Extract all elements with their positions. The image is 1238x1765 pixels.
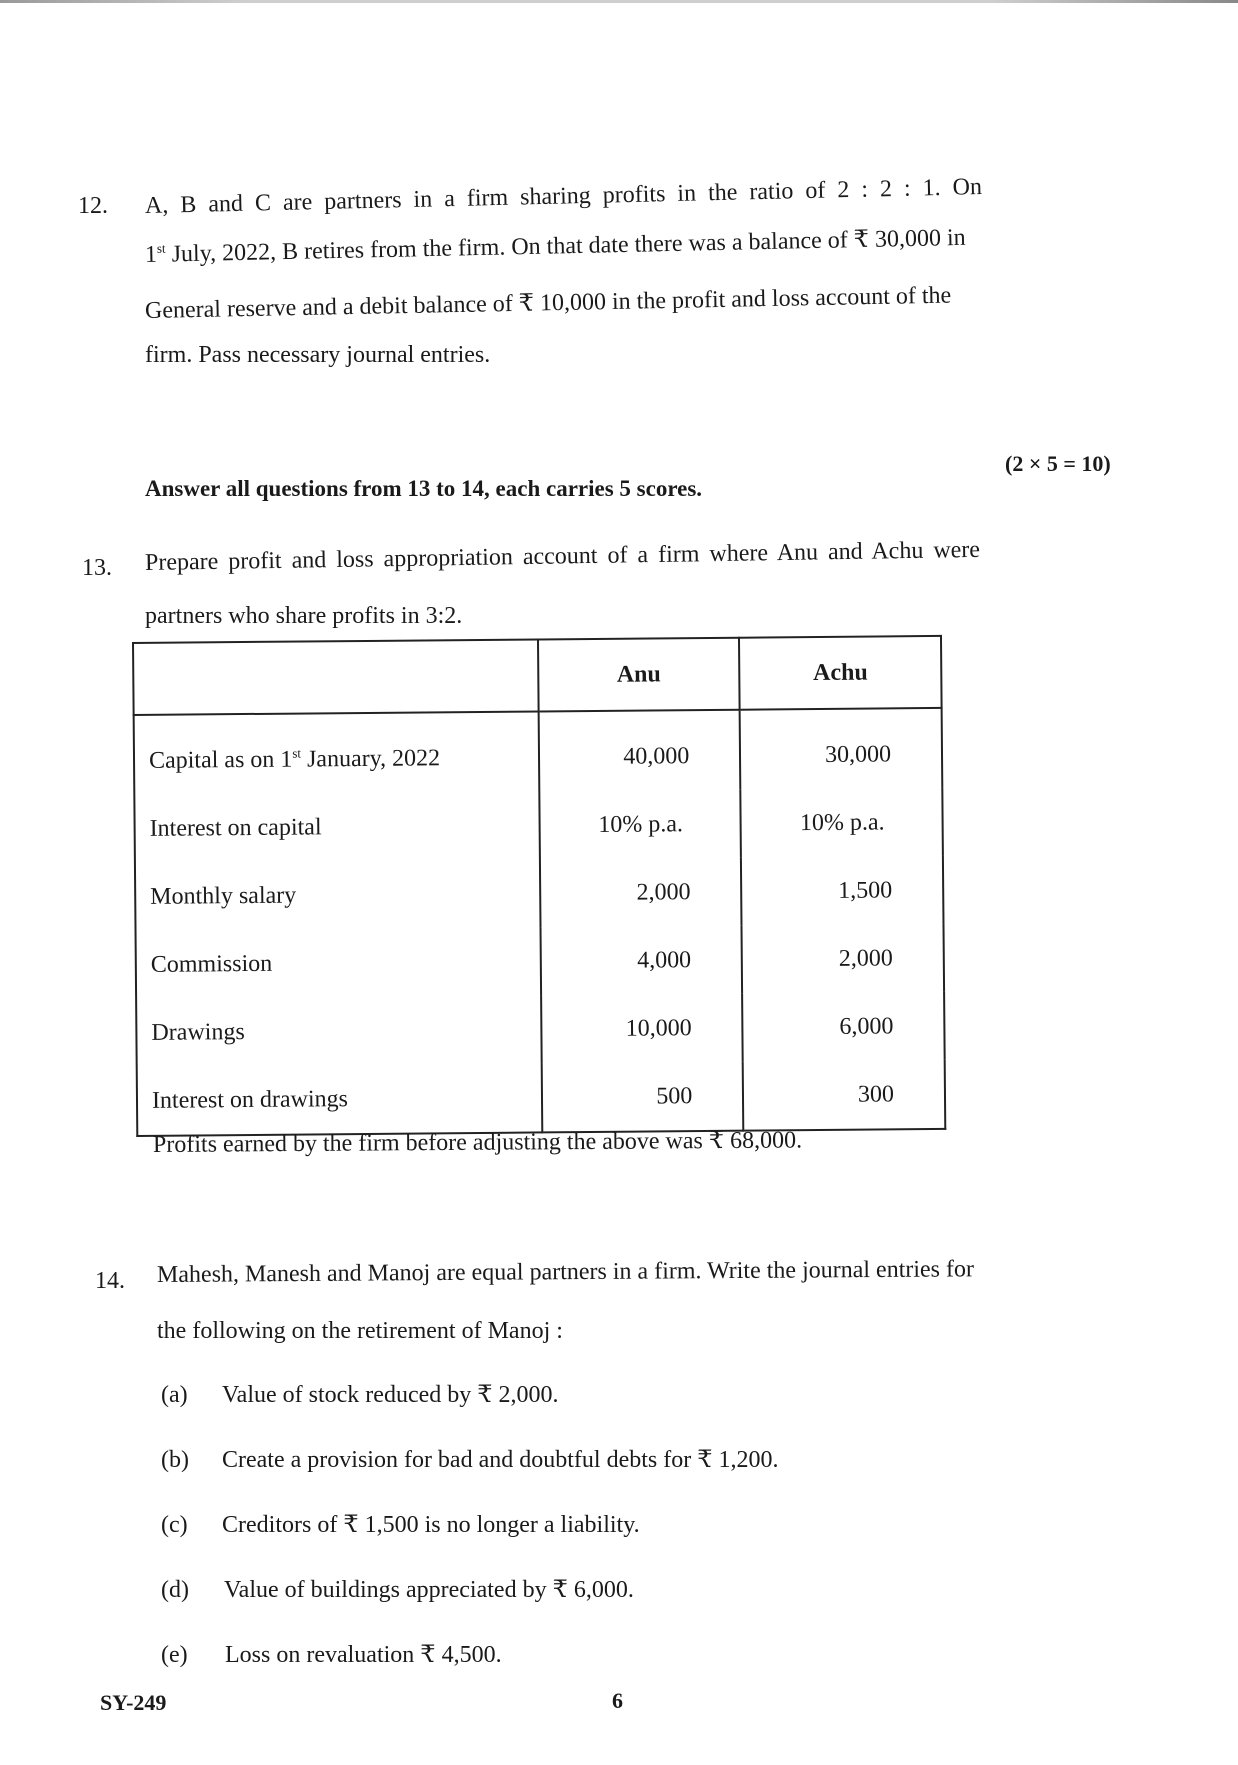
row-label: Monthly salary: [135, 859, 540, 931]
row-label-post: January, 2022: [300, 744, 441, 773]
table-row: [136, 992, 945, 1067]
q14-line-1: Mahesh, Manesh and Manoj are equal partners in a firm. Write the journal entries for: [156, 1256, 975, 1288]
q12-line-2-text: July, 2022, B retires from the firm. On that date there was a balance of ₹ 30,000 in: [171, 224, 966, 268]
q14-item-a-text: Value of stock reduced by ₹ 2,000.: [222, 1382, 559, 1408]
row-anu: 4,000: [540, 926, 742, 996]
q14-item-b-text: Create a provision for bad and doubtful debts for ₹ 1,200.: [222, 1447, 779, 1473]
table-row: [136, 924, 945, 999]
q13-profit-note: Profits earned by the firm before adjusting the above was ₹ 68,000.: [152, 1127, 803, 1158]
q14-item-b-label: (b): [161, 1447, 189, 1473]
row-label-sup: st: [292, 745, 302, 761]
table-row: [134, 708, 943, 795]
q14-item-d-label: (d): [161, 1577, 189, 1603]
q13-number: 13.: [82, 555, 112, 581]
q12-line-4: firm. Pass necessary journal entries.: [145, 342, 491, 368]
q12-date-day: 1: [144, 241, 158, 268]
row-label: Drawings: [136, 995, 541, 1067]
q12-number: 12.: [78, 193, 108, 219]
row-label: Interest on drawings: [137, 1063, 542, 1136]
header-anu: Anu: [538, 638, 740, 712]
row-label: Interest on capital: [134, 791, 539, 863]
q12-line-2: [145, 223, 966, 269]
q14-item-e-text: Loss on revaluation ₹ 4,500.: [225, 1642, 502, 1668]
row-anu: 10% p.a.: [539, 790, 741, 860]
q14-item-c-label: (c): [161, 1512, 188, 1538]
section-marks: (2 × 5 = 10): [1005, 451, 1111, 476]
header-achu: Achu: [739, 636, 941, 710]
table-row: [134, 788, 943, 863]
row-achu: 300: [743, 1060, 945, 1131]
header-blank: [133, 639, 538, 715]
page-number: 6: [612, 1688, 623, 1713]
appropriation-table: [132, 635, 946, 1137]
row-achu: 6,000: [742, 992, 944, 1062]
top-rule: [0, 0, 1238, 3]
row-label: Commission: [136, 927, 541, 999]
q14-item-c-text: Creditors of ₹ 1,500 is no longer a liability.: [222, 1512, 640, 1538]
row-achu: 10% p.a.: [741, 788, 943, 858]
section-instruction: Answer all questions from 13 to 14, each carries 5 scores.: [145, 476, 703, 501]
row-anu: 10,000: [541, 994, 743, 1064]
row-anu: 500: [541, 1062, 743, 1133]
table-row: [135, 856, 944, 931]
row-label-pre: Capital as on 1: [148, 746, 293, 774]
row-anu: 2,000: [540, 858, 742, 928]
q14-number: 14.: [95, 1268, 125, 1294]
row-anu: 40,000: [538, 710, 740, 792]
q12-line-3: General reserve and a debit balance of ₹ 10,000 in the profit and loss account of the: [144, 282, 952, 324]
q14-item-d-text: Value of buildings appreciated by ₹ 6,000.: [224, 1577, 634, 1603]
q14-line-2: the following on the retirement of Manoj :: [157, 1318, 563, 1344]
q13-line-1: Prepare profit and loss appropriation account of a firm where Anu and Achu were: [144, 536, 981, 576]
row-label: [134, 711, 539, 795]
paper-code: SY-249: [100, 1690, 167, 1715]
row-achu: 2,000: [742, 924, 944, 994]
q14-item-e-label: (e): [161, 1642, 188, 1668]
q13-line-2: partners who share profits in 3:2.: [145, 603, 463, 629]
q14-item-a-label: (a): [161, 1382, 188, 1408]
row-achu: 30,000: [740, 708, 942, 790]
q12-date-sup: st: [156, 240, 166, 256]
row-achu: 1,500: [741, 856, 943, 926]
q12-line-1: A, B and C are partners in a firm sharing profits in the ratio of 2 : 2 : 1. On: [144, 174, 983, 219]
table-header-row: [133, 636, 942, 715]
table-row: [137, 1060, 946, 1136]
